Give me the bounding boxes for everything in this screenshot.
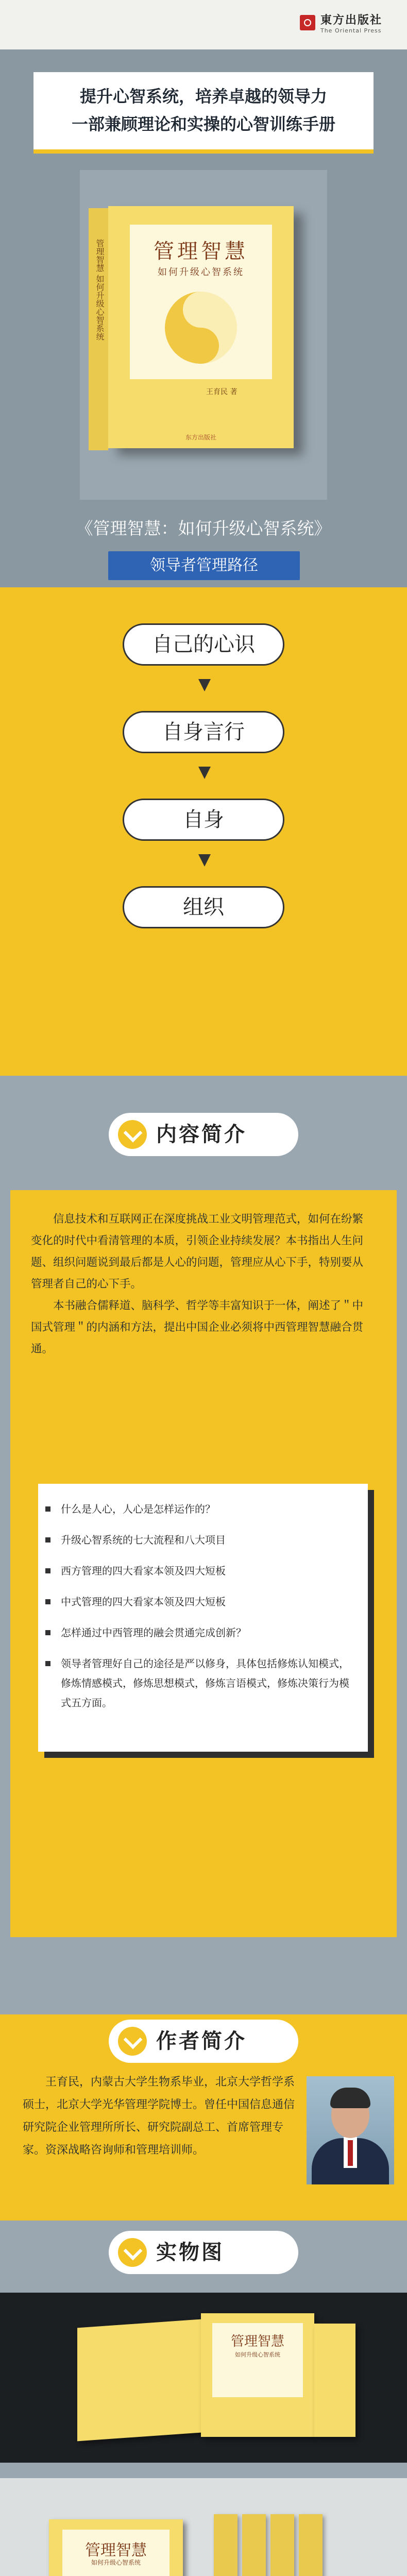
publisher-logo: [300, 11, 382, 34]
author-title: 作者简介: [156, 2029, 247, 2053]
book-cover: [95, 206, 294, 448]
photo-book-right: [314, 2324, 355, 2437]
book-spine: [89, 208, 108, 450]
photo2-spine-4: [299, 2514, 323, 2576]
photo2-spine-1: [214, 2514, 238, 2576]
highlight-item: 中式管理的四大看家本领及四大短板: [61, 1592, 349, 1612]
path-step-1: 自己的心识: [123, 623, 284, 666]
photo-book-title: 管理智慧: [230, 2333, 284, 2349]
chevron-down-icon: [118, 2027, 147, 2056]
path-step-2: 自身言行: [123, 711, 284, 753]
intro-paragraph-1: 信息技术和互联网正在深度挑战工业文明管理范式，如何在纷繁变化的时代中看清管理的本质，引领企业持续发展？本书指出人生问题、组织问题说到最后都是人心的问题，管理应从心下手，特别要从管理者自己的心下手。: [31, 1213, 364, 1291]
photos-title: 实物图: [156, 2241, 224, 2264]
photo-book-front: [201, 2313, 314, 2437]
photos-section: [0, 2221, 407, 2576]
intro-section: [0, 1113, 407, 2014]
cover-section: [0, 0, 407, 587]
chevron-down-icon: [118, 1120, 147, 1149]
intro-box: [10, 1190, 397, 1937]
photo2-spine-3: [270, 2514, 294, 2576]
photos-heading: [109, 2231, 298, 2274]
path-label: 领导者管理路径: [108, 551, 300, 580]
spine-text: 管理智慧 如何升级心智系统: [95, 239, 105, 341]
cover-author: 王育民 著: [206, 388, 238, 396]
publisher-name-en: The Oriental Press: [320, 27, 382, 34]
photo-hair: [330, 2088, 370, 2108]
cover-publisher: 东方出版社: [185, 434, 217, 441]
highlight-item: 怎样通过中西管理的融会贯通完成创新？: [61, 1623, 349, 1642]
cover-panel: [130, 225, 272, 379]
photo-book-subtitle: 如何升级心智系统: [235, 2351, 280, 2358]
top-bar: [0, 0, 407, 49]
highlight-item: 领导者管理好自己的途径是严以修身，具体包括修炼认知模式，修炼情感模式，修炼思想模式，修炼言语模式，修炼决策行为模式五方面。: [61, 1654, 349, 1713]
intro-title: 内容简介: [156, 1123, 247, 1146]
tagline-line1: 提升心智系统，培养卓越的领导力: [79, 87, 327, 106]
path-section: [0, 587, 407, 1113]
arrow-down-icon: [198, 767, 211, 779]
cover-subtitle: 如何升级心智系统: [158, 267, 244, 278]
photo-book-left: [77, 2319, 201, 2442]
intro-heading: [109, 1113, 298, 1156]
intro-paragraph-2: 本书融合儒释道、脑科学、哲学等丰富知识于一体，阐述了＂中国式管理＂的内涵和方法，提出中国企业必须将中西管理智慧融合贯通。: [31, 1299, 364, 1355]
photo-tie: [348, 2140, 353, 2166]
cover-title: 管理智慧: [154, 240, 248, 263]
product-photo-1: [0, 2293, 407, 2463]
product-photo-2: [0, 2478, 407, 2576]
arrow-down-icon: [198, 854, 211, 867]
highlights-card: [38, 1484, 368, 1752]
author-photo: [307, 2076, 394, 2184]
tagline-line2: 一部兼顾理论和实操的心智训练手册: [71, 114, 335, 134]
arrow-down-icon: [198, 679, 211, 691]
photo2-book-subtitle: 如何升级心智系统: [91, 2559, 141, 2566]
photo2-book-title: 管理智慧: [85, 2541, 147, 2560]
author-section: [0, 2014, 407, 2221]
highlight-item: 西方管理的四大看家本领及四大短板: [61, 1561, 349, 1581]
highlight-item: 升级心智系统的七大流程和八大项目: [61, 1530, 349, 1550]
author-heading: [109, 2020, 298, 2063]
book-display: [0, 170, 407, 510]
publisher-mark-icon: [300, 15, 315, 30]
section-transition: [0, 1051, 407, 1113]
publisher-name-cn: 東方出版社: [320, 13, 382, 27]
tagline-box: [33, 72, 374, 154]
photo2-spine-2: [242, 2514, 266, 2576]
highlight-item: 什么是人心，人心是怎样运作的？: [61, 1499, 349, 1519]
author-bio: 王育民，内蒙古大学生物系毕业，北京大学哲学系硕士，北京大学光华管理学院博士。曾任中国信息通信研究院企业管理所所长、研究院副总工、首席管理专家。资深战略咨询师和管理培训师。: [23, 2076, 295, 2157]
photo2-book-front: [49, 2519, 183, 2576]
intro-text: [31, 1209, 374, 1360]
path-step-3: 自身: [123, 799, 284, 841]
taiji-icon: [165, 292, 237, 364]
path-step-4: 组织: [123, 886, 284, 928]
book-name: 《管理智慧：如何升级心智系统》: [76, 518, 331, 538]
chevron-down-icon: [118, 2238, 147, 2267]
